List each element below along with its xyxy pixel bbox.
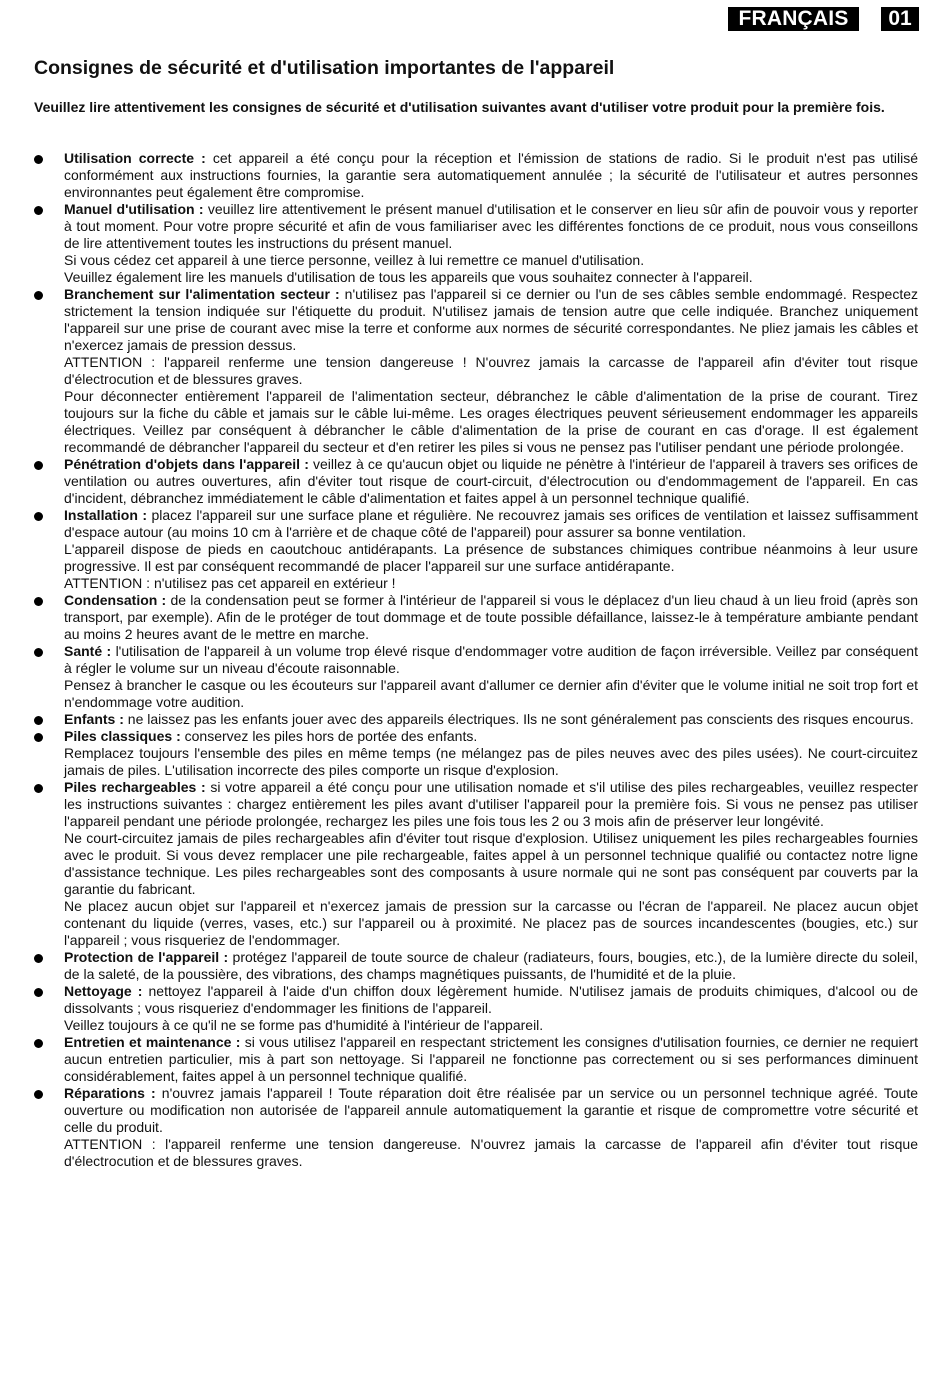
page-title: Consignes de sécurité et d'utilisation importantes de l'appareil <box>34 57 615 79</box>
instruction-heading: Piles classiques : <box>64 728 181 744</box>
instruction-item <box>34 711 918 728</box>
instruction-item <box>34 728 918 779</box>
instruction-heading: Santé : <box>64 643 112 659</box>
instruction-text: Veuillez également lire les manuels d'utilisation de tous les appareils que vous souhaitez connecter à l'appareil. <box>64 269 753 285</box>
instruction-paragraph <box>64 1085 918 1136</box>
bullet-icon <box>34 461 43 470</box>
instruction-heading: Branchement sur l'alimentation secteur : <box>64 286 340 302</box>
instruction-paragraph <box>64 643 918 677</box>
instruction-item <box>34 949 918 983</box>
instruction-paragraph <box>64 983 918 1017</box>
instruction-paragraph <box>64 201 918 252</box>
bullet-icon <box>34 597 43 606</box>
instruction-heading: Piles rechargeables : <box>64 779 206 795</box>
language-badge: FRANÇAIS <box>728 7 859 31</box>
instruction-heading: Utilisation correcte : <box>64 150 206 166</box>
instruction-text: protégez l'appareil de toute source de chaleur (radiateurs, fours, bougies, etc.), de la lumière directe du soleil, de la saleté, de la poussière, des vibrations, des champs magnétiques puissants, de l'humidité et de la pluie. <box>64 949 919 982</box>
instruction-paragraph <box>64 354 918 388</box>
instruction-text: veillez à ce qu'aucun objet ou liquide ne pénètre à l'intérieur de l'appareil à travers ses orifices de ventilation ou autres ouvertures, afin d'éviter tout risque de court-circuit, d'électrocution ou d'endommagement de l'appareil. En cas d'incident, débranchez immédiatement le câble d'alimentation et faites appel à un personnel technique qualifié. <box>64 456 918 506</box>
instruction-text: ATTENTION : n'utilisez pas cet appareil en extérieur ! <box>64 575 396 591</box>
instruction-text: L'appareil dispose de pieds en caoutchouc antidérapants. La présence de substances chimiques contribue néanmoins à leur usure progressive. Il est par conséquent recommandé de placer l'appareil sur une surface antidérapante. <box>64 541 918 574</box>
instruction-heading: Condensation : <box>64 592 167 608</box>
instruction-item <box>34 1034 918 1085</box>
instruction-paragraph <box>64 388 918 456</box>
instruction-text: Si vous cédez cet appareil à une tierce personne, veillez à lui remettre ce manuel d'utilisation. <box>64 252 645 268</box>
instruction-text: n'ouvrez jamais l'appareil ! Toute réparation doit être réalisée par un service ou un personnel technique agréé. Toute ouverture ou modification non autorisée de l'appareil annule automatiquement la garantie et risque de compromettre votre sécurité et celle du produit. <box>64 1085 918 1135</box>
instruction-heading: Installation : <box>64 507 147 523</box>
bullet-icon <box>34 155 43 164</box>
instruction-paragraph <box>64 779 918 830</box>
instruction-paragraph <box>64 269 918 286</box>
bullet-icon <box>34 206 43 215</box>
instruction-paragraph <box>64 286 918 354</box>
instruction-item <box>34 1085 918 1170</box>
bullet-icon <box>34 648 43 657</box>
instruction-heading: Enfants : <box>64 711 124 727</box>
bullet-icon <box>34 988 43 997</box>
instruction-text: n'utilisez pas l'appareil si ce dernier ou l'un de ses câbles semble endommagé. Respectez strictement la tension indiquée sur l'étiquette du produit. N'utilisez jamais de tension autre que celle indiquée. Branchez uniquement l'appareil sur une prise de courant avec mise la terre et conforme aux normes de sécurité correspondantes. Ne pliez jamais les câbles et n'exercez jamais de pression dessus. <box>64 286 918 353</box>
instruction-heading: Nettoyage : <box>64 983 143 999</box>
instruction-heading: Protection de l'appareil : <box>64 949 229 965</box>
instruction-item <box>34 201 918 286</box>
bullet-icon <box>34 954 43 963</box>
instruction-item <box>34 983 918 1034</box>
bullet-icon <box>34 716 43 725</box>
instruction-text: ne laissez pas les enfants jouer avec des appareils électriques. Ils ne sont généralement pas conscients des risques encourus. <box>127 711 914 727</box>
instruction-text: conservez les piles hors de portée des enfants. <box>184 728 478 744</box>
instruction-item <box>34 456 918 507</box>
instruction-text: Pour déconnecter entièrement l'appareil de l'alimentation secteur, débranchez le câble d'alimentation de la prise de courant. Tirez toujours sur la fiche du câble et jamais sur le câble lui-même. Les orages électriques peuvent sérieusement endommager les appareils électriques. Veillez par conséquent à débrancher le câble d'alimentation de la prise de courant en cas d'orage. Il est également recommandé de débrancher l'appareil du secteur et d'en retirer les piles si vous ne pensez pas l'utiliser pendant une période prolongée. <box>64 388 918 455</box>
instruction-text: Ne placez aucun objet sur l'appareil et n'exercez jamais de pression sur la carcasse ou l'écran de l'appareil. Ne placez aucun objet contenant du liquide (verres, vases, etc.) sur l'appareil ou à proximité. Ne placez pas de sources incandescentes (bougies, etc.) sur l'appareil ; vous risqueriez de l'endommager. <box>64 898 918 948</box>
instruction-paragraph <box>64 252 918 269</box>
instruction-heading: Réparations : <box>64 1085 156 1101</box>
instruction-paragraph <box>64 1017 918 1034</box>
bullet-icon <box>34 1039 43 1048</box>
instruction-heading: Entretien et maintenance : <box>64 1034 241 1050</box>
bullet-icon <box>34 291 43 300</box>
instruction-item <box>34 286 918 456</box>
instruction-item <box>34 507 918 592</box>
instruction-text: nettoyez l'appareil à l'aide d'un chiffon doux légèrement humide. N'utilisez jamais de produits chimiques, d'alcool ou de dissolvants ; vous risqueriez d'endommager les finitions de l'appareil. <box>64 983 918 1016</box>
instruction-text: Pensez à brancher le casque ou les écouteurs sur l'appareil avant d'allumer ce dernier afin d'éviter que le volume initial ne soit trop fort et n'endommage votre audition. <box>64 677 918 710</box>
instruction-paragraph <box>64 592 918 643</box>
instruction-item <box>34 643 918 711</box>
instruction-text: ATTENTION : l'appareil renferme une tension dangereuse. N'ouvrez jamais la carcasse de l'appareil afin d'éviter tout risque d'électrocution et de blessures graves. <box>64 1136 918 1169</box>
instruction-item <box>34 150 918 201</box>
instruction-paragraph <box>64 677 918 711</box>
bullet-icon <box>34 733 43 742</box>
intro-text: Veuillez lire attentivement les consignes de sécurité et d'utilisation suivantes avant d'utiliser votre produit pour la première fois. <box>34 99 885 115</box>
instruction-text: si vous utilisez l'appareil en respectant strictement les consignes d'utilisation fournies, ce dernier ne requiert aucun entretien particulier, mis à part son nettoyage. Si l'appareil ne fonctionne pas correctement ou si ses performances diminuent considérablement, faites appel à un personnel technique qualifié. <box>64 1034 918 1084</box>
instruction-text: si votre appareil a été conçu pour une utilisation nomade et s'il utilise des piles rechargeables, veuillez respecter les instructions suivantes : chargez entièrement les piles avant d'utiliser l'appareil pour la première fois. Si vous ne pensez pas utiliser l'appareil pendant une période prolongée, rechargez les piles une fois tous les 2 ou 3 mois afin de préserver leur longévité. <box>64 779 919 829</box>
instruction-paragraph <box>64 456 918 507</box>
instruction-heading: Manuel d'utilisation : <box>64 201 204 217</box>
instruction-text: veuillez lire attentivement le présent manuel d'utilisation et le conserver en lieu sûr afin de pouvoir vous y reporter à tout moment. Pour votre propre sécurité et afin de vous familiariser avec les différentes fonctions de ce produit, nous vous conseillons de lire attentivement toutes les instructions du présent manuel. <box>64 201 918 251</box>
instruction-paragraph <box>64 728 918 745</box>
instruction-heading: Pénétration d'objets dans l'appareil : <box>64 456 309 472</box>
instruction-text: l'utilisation de l'appareil à un volume trop élevé risque d'endommager votre audition de façon irréversible. Veillez par conséquent à régler le volume sur un niveau d'écoute raisonnable. <box>64 643 918 676</box>
instruction-paragraph <box>64 150 918 201</box>
instruction-paragraph <box>64 1034 918 1085</box>
instruction-item <box>34 779 918 949</box>
bullet-icon <box>34 784 43 793</box>
safety-instructions-list <box>34 150 918 1170</box>
instruction-item <box>34 592 918 643</box>
bullet-icon <box>34 1090 43 1099</box>
instruction-text: de la condensation peut se former à l'intérieur de l'appareil si vous le déplacez d'un lieu chaud à un lieu froid (après son transport, par exemple). Afin de le protéger de tout dommage et de toute possible défaillance, laissez-le à température ambiante pendant au moins 2 heures avant de le mettre en marche. <box>64 592 919 642</box>
instruction-paragraph <box>64 745 918 779</box>
instruction-text: Veillez toujours à ce qu'il ne se forme pas d'humidité à l'intérieur de l'appareil. <box>64 1017 544 1033</box>
page-number-badge: 01 <box>881 7 919 31</box>
instruction-paragraph <box>64 949 918 983</box>
instruction-paragraph <box>64 711 918 728</box>
instruction-text: Ne court-circuitez jamais de piles rechargeables afin d'éviter tout risque d'explosion. Utilisez uniquement les piles rechargeables fournies avec le produit. Si vous devez remplacer une pile rechargeable, faites appel à un personnel technique qualifié ou contactez notre ligne d'assistance technique. Les piles rechargeables sont des composants à usure normale qui ne sont pas conséquent par couverts par la garantie du fabricant. <box>64 830 918 897</box>
instruction-paragraph <box>64 541 918 575</box>
instruction-paragraph <box>64 898 918 949</box>
instruction-text: cet appareil a été conçu pour la réception et l'émission de stations de radio. Si le produit n'est pas utilisé conformément aux instructions fournies, la garantie sera automatiquement annulée ; la sécurité de l'utilisateur et autres personnes environnantes peut également être compromise. <box>64 150 918 200</box>
instruction-paragraph <box>64 575 918 592</box>
instruction-paragraph <box>64 830 918 898</box>
instruction-paragraph <box>64 507 918 541</box>
instruction-text: Remplacez toujours l'ensemble des piles en même temps (ne mélangez pas de piles neuves avec des piles usées). Ne court-circuitez jamais de piles. L'utilisation incorrecte des piles comporte un risque d'explosion. <box>64 745 918 778</box>
bullet-icon <box>34 512 43 521</box>
instruction-text: ATTENTION : l'appareil renferme une tension dangereuse ! N'ouvrez jamais la carcasse de l'appareil afin d'éviter tout risque d'électrocution et de blessures graves. <box>64 354 918 387</box>
instruction-text: placez l'appareil sur une surface plane et régulière. Ne recouvrez jamais ses orifices de ventilation et laissez suffisamment d'espace autour (au moins 10 cm à l'arrière et de chaque côté de l'appareil) pour assurer sa bonne ventilation. <box>64 507 919 540</box>
instruction-paragraph <box>64 1136 918 1170</box>
